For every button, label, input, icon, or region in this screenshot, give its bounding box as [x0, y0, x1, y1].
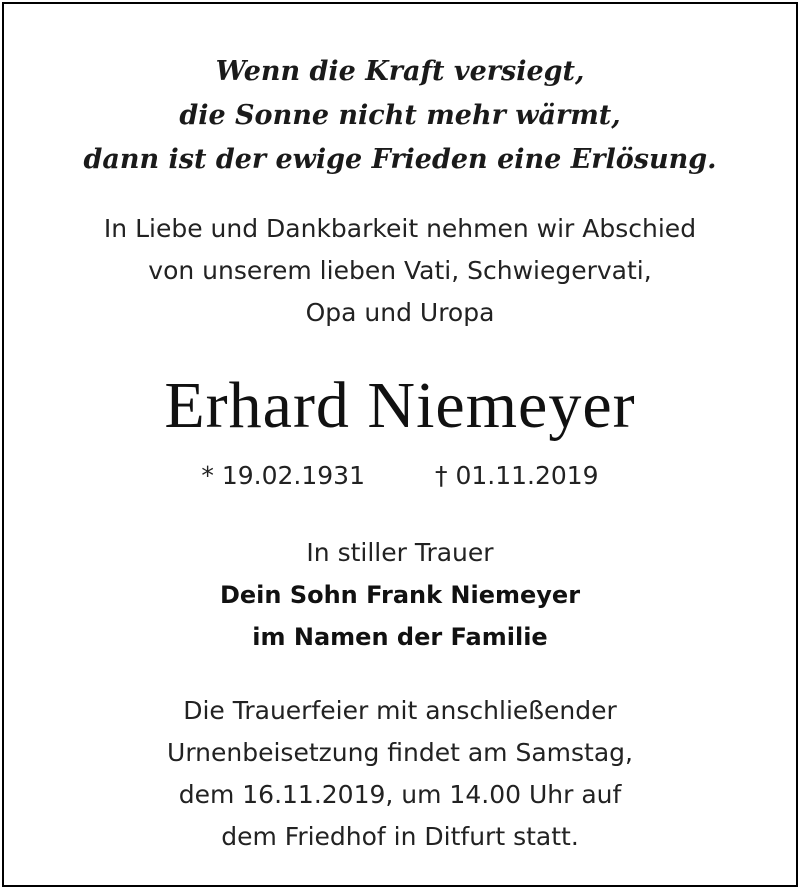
- intro-line-1: In Liebe und Dankbarkeit nehmen wir Abschied: [103, 214, 697, 243]
- service-line-3: dem 16.11.2019, um 14.00 Uhr auf: [178, 780, 622, 809]
- mourner-line-1: Dein Sohn Frank Niemeyer: [219, 581, 581, 609]
- service-line-2: Urnenbeisetzung findet am Samstag,: [167, 738, 633, 767]
- obituary-content: [4, 4, 796, 885]
- verse-line-3: dann ist der ewige Frieden eine Erlösung.: [83, 144, 717, 175]
- deceased-name: Erhard Niemeyer: [164, 369, 636, 442]
- intro-line-2: von unserem lieben Vati, Schwiegervati,: [148, 256, 652, 285]
- mourner-line-2: im Namen der Familie: [252, 623, 548, 651]
- service-line-1: Die Trauerfeier mit anschließender: [183, 696, 617, 725]
- obituary-frame: [2, 2, 798, 887]
- service-line-4: dem Friedhof in Ditfurt statt.: [221, 822, 579, 851]
- intro-line-3: Opa und Uropa: [305, 298, 495, 327]
- death-date: † 01.11.2019: [435, 461, 599, 490]
- verse-line-1: Wenn die Kraft versiegt,: [215, 56, 585, 87]
- verse-line-2: die Sonne nicht mehr wärmt,: [179, 100, 621, 131]
- life-dates: [4, 458, 796, 494]
- mourners-intro: In stiller Trauer: [306, 538, 494, 567]
- birth-date: * 19.02.1931: [201, 461, 365, 490]
